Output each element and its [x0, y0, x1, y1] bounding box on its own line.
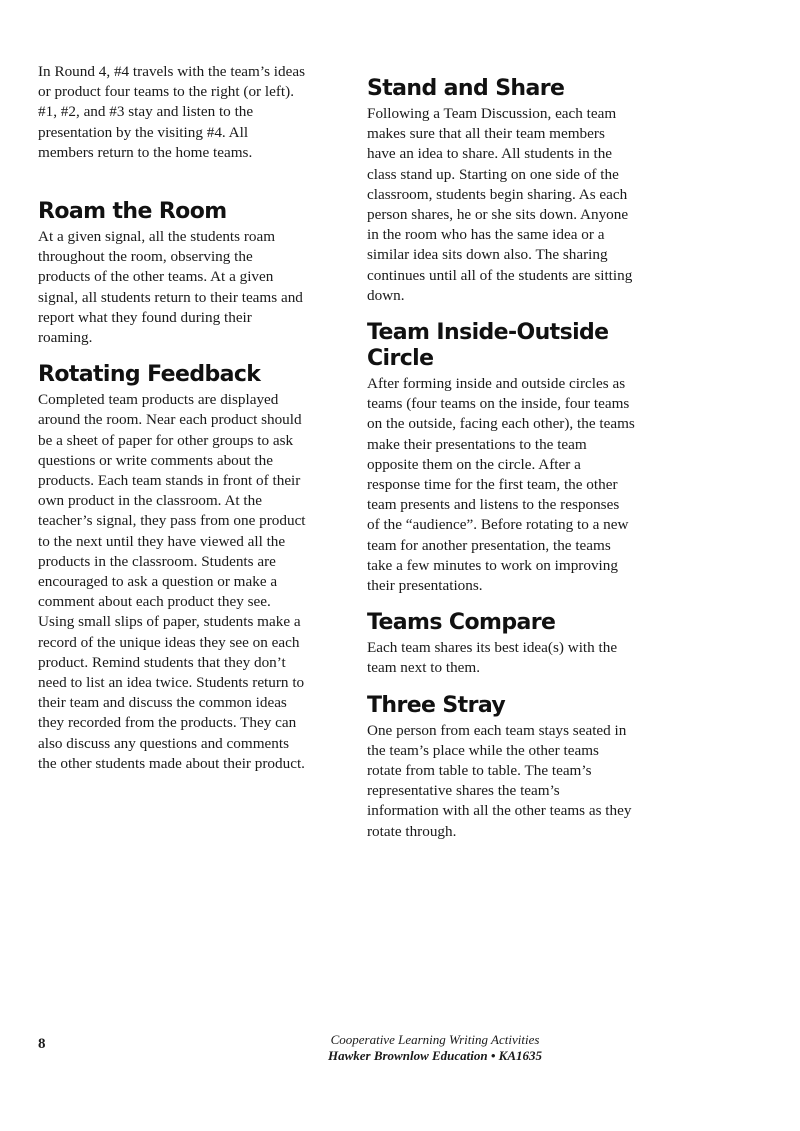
section-heading: Team Inside-Outside Circle	[367, 320, 609, 372]
right-column	[367, 76, 635, 842]
section-heading: Rotating Feedback	[38, 362, 261, 388]
section-paragraph: One person from each team stays seated in the team’s place while the other teams rotate from table to table. The team’s representative shares the team’s information with all the other teams as they rotate through.	[367, 721, 632, 840]
footer-publisher: Hawker Brownlow Education • KA1635	[327, 1048, 543, 1063]
section-team-inside-outside-circle	[367, 320, 635, 596]
page-number: 8	[38, 1036, 46, 1052]
left-column	[38, 62, 306, 774]
intro-paragraph: In Round 4, #4 travels with the team’s ideas or product four teams to the right (or left). #1, #2, and #3 stay and listen to the presentation by the visiting #4. All members return to the home teams.	[38, 63, 305, 161]
footer-credits	[250, 1032, 620, 1064]
section-stand-and-share	[367, 76, 635, 306]
section-paragraph: Each team shares its best idea(s) with the team next to them.	[367, 639, 618, 677]
section-heading: Teams Compare	[367, 610, 556, 636]
section-teams-compare	[367, 610, 635, 678]
section-three-stray	[367, 693, 635, 842]
section-roam-the-room	[38, 199, 306, 348]
section-rotating-feedback	[38, 362, 306, 774]
section-heading: Three Stray	[367, 692, 506, 718]
section-paragraph: After forming inside and outside circles as teams (four teams on the inside, four teams on the outside, facing each other), the teams make their presentations to the team opposite them on the circle. After a response time for the first team, the other team presents and listens to the responses of the “audience”. Before rotating to a new team for another presentation, the teams take a few minutes to work on improving their presentations.	[367, 375, 635, 595]
section-paragraph: At a given signal, all the students roam throughout the room, observing the products of the other teams. At a given signal, all students return to their teams and report what they found during their roaming.	[38, 228, 303, 347]
section-heading: Roam the Room	[38, 199, 227, 225]
section-heading: Stand and Share	[367, 76, 565, 101]
section-paragraph: Completed team products are displayed around the room. Near each product should be a sheet of paper for other groups to ask questions or write comments about the products. Each team stands in front of their own product in the classroom. At the teacher’s signal, they pass from one product to the next until they have viewed all the products in the classroom. Students are encouraged to ask a question or make a comment about each product they see. Using small slips of paper, students make a record of the unique ideas they see on each product. Remind students that they don’t need to list an idea twice. Students return to their team and discuss the common ideas they recorded from the products. They can also discuss any questions and comments the other students made about their product.	[38, 391, 306, 772]
footer-book-title: Cooperative Learning Writing Activities	[330, 1032, 540, 1047]
section-paragraph: Following a Team Discussion, each team makes sure that all their team members have an idea to share. All students in the class stand up. Starting on one side of the classroom, students begin sharing. As each person shares, he or she sits down. Anyone in the room who has the same idea or a similar idea sits down also. The sharing continues until all of the students are sitting down.	[367, 105, 633, 304]
